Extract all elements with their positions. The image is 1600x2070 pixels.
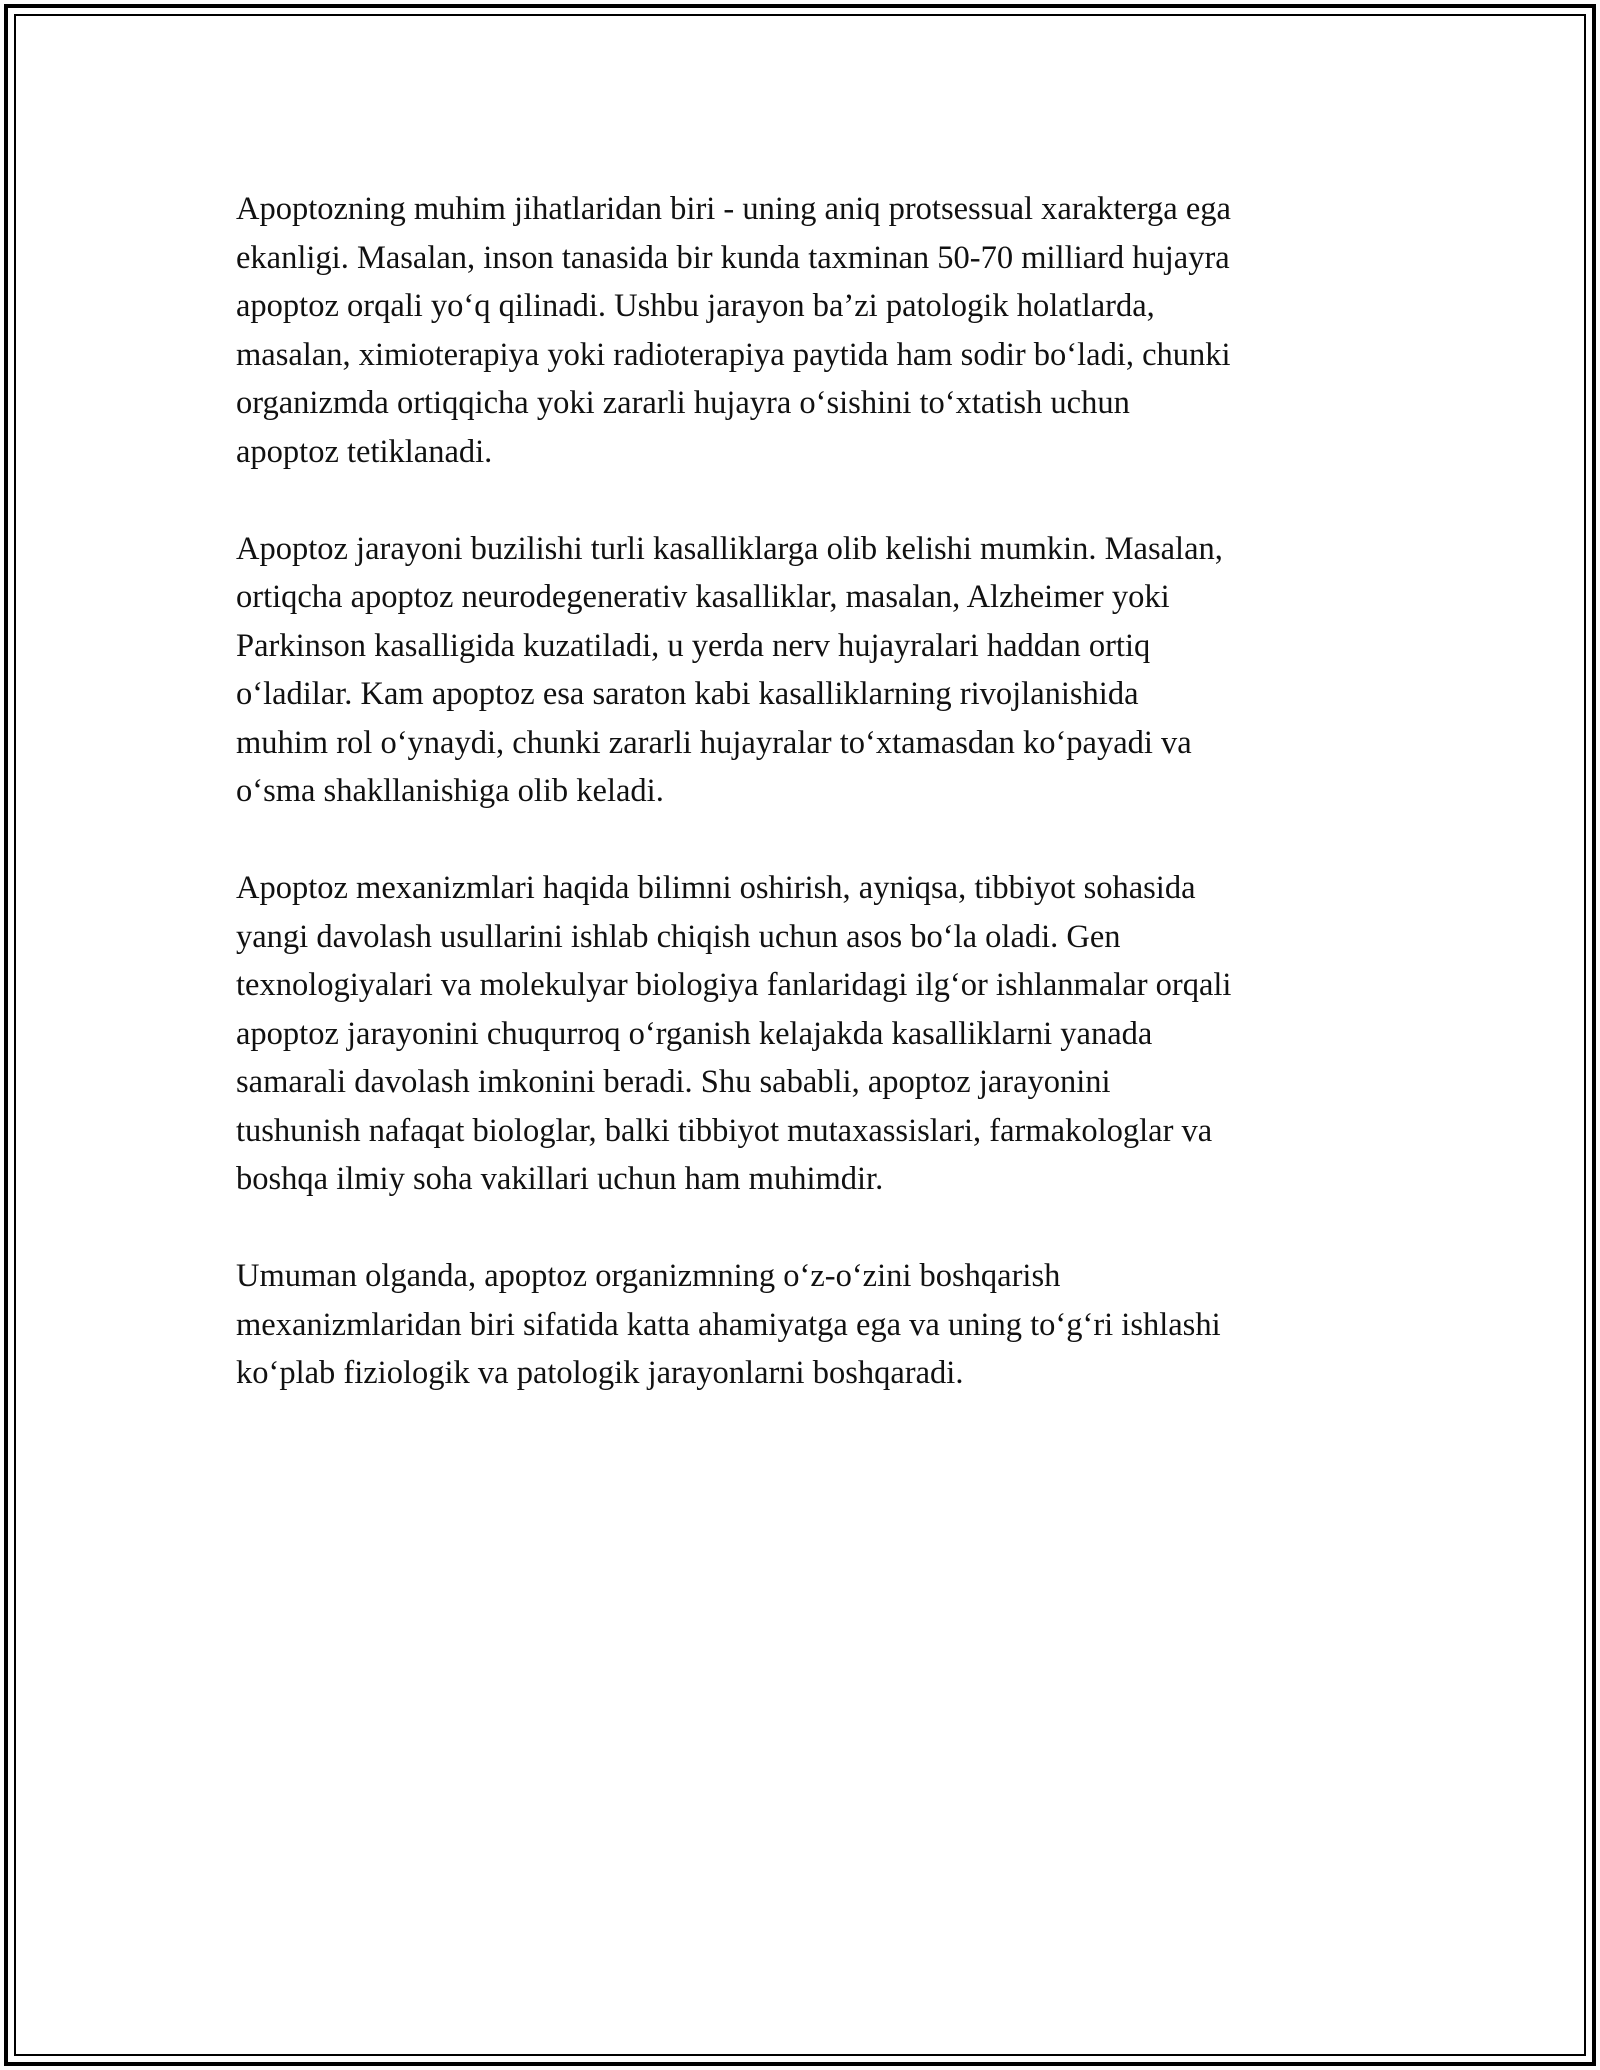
- text-line: Parkinson kasalligida kuzatiladi, u yerda nerv hujayralari haddan ortiq: [236, 627, 1151, 664]
- text-line: samarali davolash imkonini beradi. Shu sababli, apoptoz jarayonini: [236, 1064, 1111, 1100]
- paragraph-conclusion: [236, 1252, 1366, 1398]
- paragraph-apoptosis-research: [236, 864, 1366, 1204]
- text-line: Apoptoz mexanizmlari haqida bilimni oshirish, ayniqsa, tibbiyot sohasida: [236, 870, 1196, 906]
- text-line: texnologiyalari va molekulyar biologiya fanlaridagi ilg‘or ishlanmalar orqali: [236, 967, 1232, 1003]
- text-line: yangi davolash usullarini ishlab chiqish uchun asos bo‘la oladi. Gen: [236, 918, 1121, 955]
- text-line: o‘sma shakllanishiga olib keladi.: [236, 773, 664, 809]
- text-line: masalan, ximioterapiya yoki radioterapiya paytida ham sodir bo‘ladi, chunki: [236, 336, 1231, 373]
- text-line: ekanligi. Masalan, inson tanasida bir kunda taxminan 50-70 milliard hujayra: [236, 239, 1230, 276]
- text-line: o‘ladilar. Kam apoptoz esa saraton kabi kasalliklarning rivojlanishida: [236, 676, 1139, 712]
- paragraph-apoptosis-importance: [236, 185, 1366, 476]
- paragraph-apoptosis-disorders: [236, 525, 1366, 816]
- text-line: muhim rol o‘ynaydi, chunki zararli hujayralar to‘xtamasdan ko‘payadi va: [236, 724, 1192, 761]
- text-line: boshqa ilmiy soha vakillari uchun ham muhimdir.: [236, 1161, 884, 1197]
- text-line: ortiqcha apoptoz neurodegenerativ kasalliklar, masalan, Alzheimer yoki: [236, 579, 1170, 615]
- text-line: Apoptoz jarayoni buzilishi turli kasalliklarga olib kelishi mumkin. Masalan,: [236, 530, 1223, 567]
- text-line: apoptoz orqali yo‘q qilinadi. Ushbu jarayon ba’zi patologik holatlarda,: [236, 288, 1155, 324]
- document-body: [236, 185, 1366, 1446]
- text-line: ko‘plab fiziologik va patologik jarayonlarni boshqaradi.: [236, 1355, 964, 1391]
- text-line: mexanizmlaridan biri sifatida katta ahamiyatga ega va uning to‘g‘ri ishlashi: [236, 1306, 1221, 1343]
- text-line: tushunish nafaqat biologlar, balki tibbiyot mutaxassislari, farmakologlar va: [236, 1112, 1213, 1149]
- text-line: organizmda ortiqqicha yoki zararli hujayra o‘sishini to‘xtatish uchun: [236, 385, 1130, 421]
- text-line: Umuman olganda, apoptoz organizmning o‘z-o‘zini boshqarish: [236, 1258, 1061, 1294]
- text-line: apoptoz tetiklanadi.: [236, 433, 493, 470]
- text-line: Apoptozning muhim jihatlaridan biri - uning aniq protsessual xarakterga ega: [236, 191, 1231, 227]
- text-line: apoptoz jarayonini chuqurroq o‘rganish kelajakda kasalliklarni yanada: [236, 1015, 1153, 1052]
